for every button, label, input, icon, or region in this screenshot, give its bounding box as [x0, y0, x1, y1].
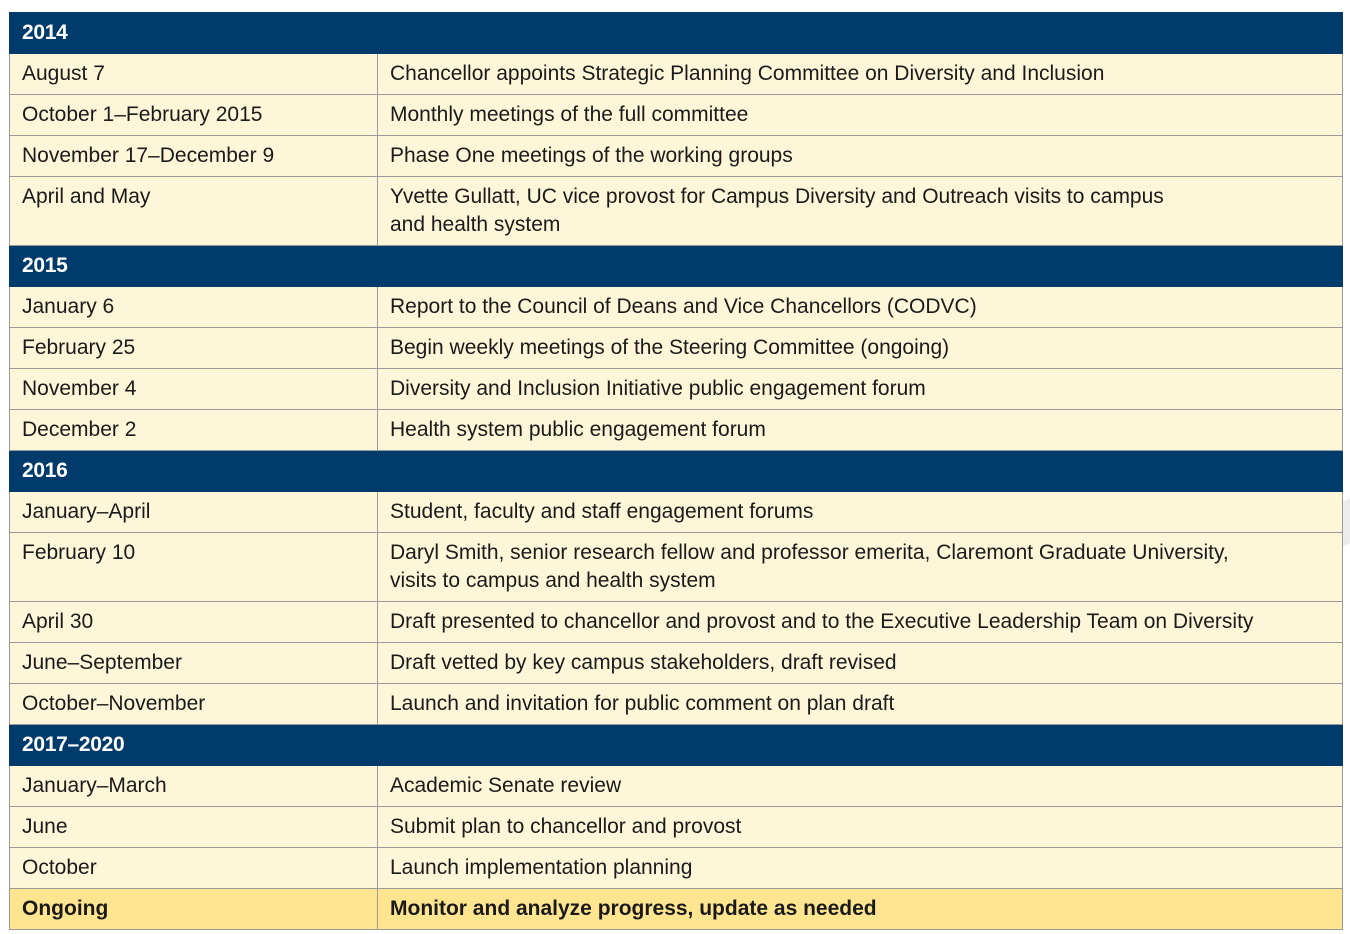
date-cell: February 25 [10, 328, 378, 369]
event-cell: Monitor and analyze progress, update as needed [378, 889, 1343, 930]
date-cell: April 30 [10, 602, 378, 643]
event-cell: Draft presented to chancellor and provost and to the Executive Leadership Team on Diversity [378, 602, 1343, 643]
event-cell: Diversity and Inclusion Initiative public engagement forum [378, 369, 1343, 410]
date-cell: January–March [10, 766, 378, 807]
year-header-2016 [10, 451, 1343, 492]
date-cell: December 2 [10, 410, 378, 451]
date-cell: June–September [10, 643, 378, 684]
event-cell: Phase One meetings of the working groups [378, 136, 1343, 177]
timeline-table [9, 12, 1343, 930]
event-cell [378, 533, 1343, 602]
table-row [10, 328, 1343, 369]
event-cell [378, 177, 1343, 246]
date-cell: November 17–December 9 [10, 136, 378, 177]
event-cell: Launch implementation planning [378, 848, 1343, 889]
table-row [10, 807, 1343, 848]
date-cell: June [10, 807, 378, 848]
event-cell: Monthly meetings of the full committee [378, 95, 1343, 136]
table-row-ongoing [10, 889, 1343, 930]
event-cell: Launch and invitation for public comment on plan draft [378, 684, 1343, 725]
table-row [10, 177, 1343, 246]
year-label: 2017–2020 [10, 725, 378, 766]
table-row [10, 369, 1343, 410]
date-cell: October 1–February 2015 [10, 95, 378, 136]
table-row [10, 602, 1343, 643]
date-cell: February 10 [10, 533, 378, 602]
event-line: visits to campus and health system [390, 569, 716, 592]
event-cell: Health system public engagement forum [378, 410, 1343, 451]
date-cell: October–November [10, 684, 378, 725]
table-row [10, 492, 1343, 533]
date-cell: Ongoing [10, 889, 378, 930]
year-label: 2014 [10, 13, 378, 54]
year-header-2015 [10, 246, 1343, 287]
event-cell: Begin weekly meetings of the Steering Committee (ongoing) [378, 328, 1343, 369]
event-cell: Academic Senate review [378, 766, 1343, 807]
table-row [10, 95, 1343, 136]
table-row [10, 848, 1343, 889]
event-cell: Report to the Council of Deans and Vice Chancellors (CODVC) [378, 287, 1343, 328]
event-cell: Student, faculty and staff engagement forums [378, 492, 1343, 533]
year-header-2014 [10, 13, 1343, 54]
event-cell: Draft vetted by key campus stakeholders, draft revised [378, 643, 1343, 684]
event-cell: Submit plan to chancellor and provost [378, 807, 1343, 848]
event-line: Daryl Smith, senior research fellow and professor emerita, Claremont Graduate University, [390, 541, 1229, 564]
table-row [10, 533, 1343, 602]
table-row [10, 136, 1343, 177]
table-row [10, 643, 1343, 684]
event-cell: Chancellor appoints Strategic Planning Committee on Diversity and Inclusion [378, 54, 1343, 95]
year-label: 2016 [10, 451, 378, 492]
table-row [10, 684, 1343, 725]
date-cell: October [10, 848, 378, 889]
table-row [10, 54, 1343, 95]
table-row [10, 287, 1343, 328]
year-label: 2015 [10, 246, 378, 287]
date-cell: April and May [10, 177, 378, 246]
date-cell: January 6 [10, 287, 378, 328]
date-cell: November 4 [10, 369, 378, 410]
event-line: Yvette Gullatt, UC vice provost for Campus Diversity and Outreach visits to campus [390, 185, 1164, 208]
date-cell: January–April [10, 492, 378, 533]
table-row [10, 410, 1343, 451]
date-cell: August 7 [10, 54, 378, 95]
table-row [10, 766, 1343, 807]
event-line: and health system [390, 213, 561, 236]
year-header-2017-2020 [10, 725, 1343, 766]
